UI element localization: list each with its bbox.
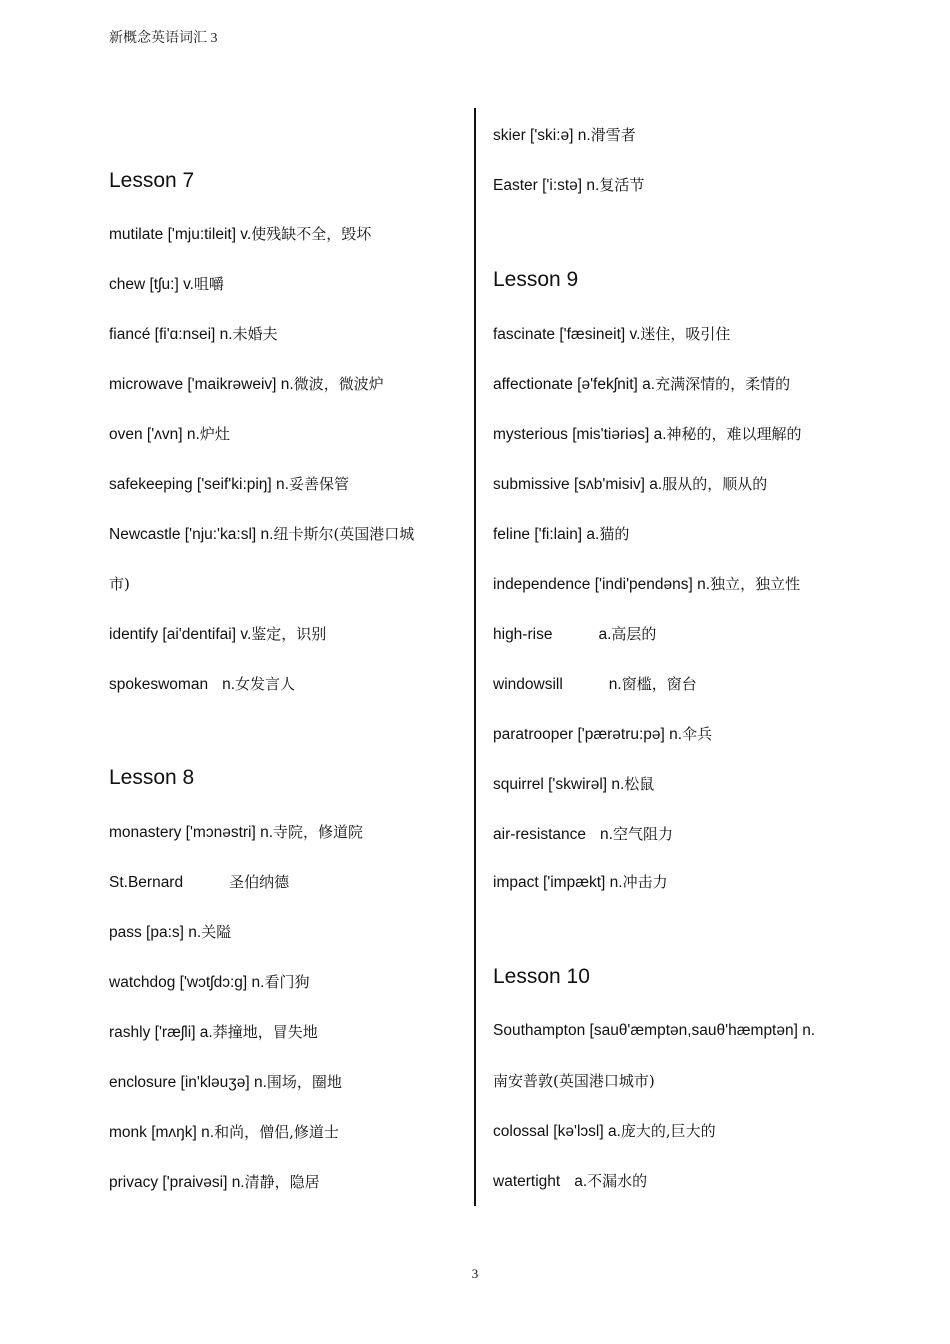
- vocab-meaning: 松鼠: [624, 775, 655, 793]
- column-divider: [474, 108, 476, 1206]
- vocab-word: submissive [sʌb'misiv] a.: [493, 476, 663, 493]
- vocab-word: pass [pa:s] n.: [109, 924, 202, 941]
- vocab-word: chew [tʃu:] v.: [109, 276, 194, 293]
- vocab-meaning: 纽卡斯尔(英国港口城: [273, 525, 415, 543]
- vocab-meaning: 服从的，顺从的: [662, 475, 768, 493]
- vocab-entry: [493, 474, 767, 495]
- vocab-meaning: 微波，微波炉: [293, 375, 384, 393]
- vocab-entry: [109, 424, 230, 445]
- vocab-meaning: 使残缺不全，毁坏: [251, 225, 372, 243]
- vocab-meaning: 高层的: [611, 625, 657, 643]
- vocab-meaning: 围场，圈地: [266, 1073, 342, 1091]
- vocab-meaning: 伞兵: [682, 725, 713, 743]
- vocab-entry: [109, 474, 349, 495]
- vocab-word: rashly ['ræʃli] a.: [109, 1024, 213, 1041]
- vocab-meaning: 滑雪者: [590, 126, 636, 144]
- vocab-entry: [109, 1172, 320, 1193]
- vocab-entry-continued: [109, 574, 130, 595]
- vocab-word: monk [mʌŋk] n.: [109, 1124, 215, 1141]
- vocab-word: mutilate ['mju:tileit] v.: [109, 226, 252, 243]
- vocab-word: paratrooper ['pærətru:pə] n.: [493, 726, 683, 743]
- vocab-entry: [493, 324, 730, 345]
- lesson-9-heading: Lesson 9: [493, 268, 579, 291]
- page-number: 3: [471, 1266, 479, 1281]
- vocab-entry: [493, 424, 802, 445]
- vocab-entry-continued: [493, 1071, 655, 1092]
- vocab-word: Newcastle ['nju:'ka:sl] n.: [109, 526, 274, 543]
- vocab-pos: n.: [222, 676, 236, 693]
- vocab-word: watertight: [493, 1173, 561, 1190]
- vocab-entry: [493, 125, 636, 146]
- vocab-entry: [109, 1072, 342, 1093]
- vocab-pos: n.: [608, 676, 622, 693]
- vocab-word: affectionate [ə'fekʃnit] a.: [493, 376, 656, 393]
- vocab-meaning: 庞大的,巨大的: [620, 1122, 716, 1140]
- vocab-meaning: 未婚夫: [232, 325, 278, 343]
- vocab-meaning: 鉴定，识别: [251, 625, 327, 643]
- vocab-meaning: 莽撞地，冒失地: [212, 1023, 318, 1041]
- vocab-meaning: 复活节: [599, 176, 645, 194]
- vocab-entry: [493, 574, 800, 595]
- vocab-meaning: 独立，独立性: [710, 575, 801, 593]
- page-header: 新概念英语词汇 3: [109, 31, 218, 46]
- vocab-entry: [109, 674, 295, 695]
- vocab-entry: [493, 524, 629, 545]
- vocab-meaning: 炉灶: [199, 425, 230, 443]
- vocab-pos: a.: [598, 626, 612, 643]
- vocab-word: colossal [kə'lɔsl] a.: [493, 1123, 621, 1140]
- vocab-word: fascinate ['fæsineit] v.: [493, 326, 641, 343]
- vocab-entry: [109, 324, 278, 345]
- vocab-word: feline ['fi:lain] a.: [493, 526, 600, 543]
- vocab-word: Easter ['i:stə] n.: [493, 177, 600, 194]
- vocab-word: spokeswoman: [109, 676, 209, 693]
- vocab-entry: [109, 1122, 339, 1143]
- vocab-meaning: 充满深情的，柔情的: [655, 375, 791, 393]
- vocab-entry: [493, 1021, 815, 1041]
- vocab-meaning: 不漏水的: [587, 1172, 648, 1190]
- vocab-entry: [493, 624, 656, 645]
- vocab-word: enclosure [in'kləuʒə] n.: [109, 1074, 267, 1091]
- vocab-meaning: 女发言人: [235, 675, 296, 693]
- lesson-8-heading: Lesson 8: [109, 766, 195, 789]
- vocab-word: skier ['ski:ə] n.: [493, 127, 591, 144]
- vocab-meaning: 看门狗: [264, 973, 310, 991]
- vocab-word: impact ['impækt] n.: [493, 874, 623, 891]
- vocab-pos: n.: [600, 826, 613, 843]
- vocab-word: watchdog ['wɔtʃdɔ:g] n.: [109, 974, 265, 991]
- vocab-word: Southampton [sauθ'æmptən,sauθ'hæmptən] n.: [493, 1022, 816, 1039]
- vocab-entry: [493, 374, 790, 395]
- lesson-10-heading: Lesson 10: [493, 965, 590, 988]
- vocab-meaning: 窗槛，窗台: [621, 675, 697, 693]
- vocab-word: microwave ['maikrəweiv] n.: [109, 376, 294, 393]
- vocab-meaning: 神秘的，难以理解的: [666, 425, 802, 443]
- vocab-entry: [109, 624, 326, 645]
- vocab-entry: [109, 524, 414, 545]
- vocab-pos: a.: [574, 1173, 588, 1190]
- vocab-entry: [493, 774, 654, 795]
- vocab-word: mysterious [mis'tiəriəs] a.: [493, 426, 667, 443]
- vocab-meaning: 圣伯纳德: [229, 873, 290, 891]
- vocab-meaning: 迷住，吸引住: [640, 325, 731, 343]
- vocab-meaning: 和尚，僧侣,修道士: [214, 1123, 339, 1141]
- vocab-meaning: 空气阻力: [612, 825, 673, 843]
- vocab-meaning: 南安普敦(英国港口城市): [493, 1072, 655, 1090]
- vocab-meaning: 市): [109, 575, 130, 593]
- vocab-entry: [493, 824, 673, 845]
- vocab-entry: [109, 274, 224, 295]
- vocab-meaning: 清静，隐居: [244, 1173, 320, 1191]
- vocab-entry: [493, 872, 668, 893]
- vocab-word: oven ['ʌvn] n.: [109, 426, 200, 443]
- vocab-entry: [493, 175, 644, 196]
- vocab-entry: [493, 1171, 647, 1192]
- vocab-entry: [109, 822, 363, 843]
- vocab-entry: [109, 374, 384, 395]
- vocab-meaning: 寺院，修道院: [273, 823, 364, 841]
- vocab-meaning: 咀嚼: [194, 275, 225, 293]
- vocab-word: monastery ['mɔnəstri] n.: [109, 824, 274, 841]
- vocab-entry: [493, 674, 697, 695]
- vocab-meaning: 妥善保管: [288, 475, 349, 493]
- vocab-word: air-resistance: [493, 826, 587, 843]
- vocab-entry: [109, 922, 231, 943]
- lesson-7-heading: Lesson 7: [109, 169, 195, 192]
- vocab-word: St.Bernard: [109, 874, 184, 891]
- vocab-meaning: 关隘: [201, 923, 232, 941]
- vocab-meaning: 冲击力: [622, 873, 668, 891]
- vocab-word: safekeeping ['seif'ki:piŋ] n.: [109, 476, 289, 493]
- vocab-word: squirrel ['skwirəl] n.: [493, 776, 625, 793]
- vocab-entry: [109, 224, 371, 245]
- vocab-entry: [109, 1022, 318, 1043]
- vocab-word: independence ['indi'pendəns] n.: [493, 576, 711, 593]
- vocab-word: identify [ai'dentifai] v.: [109, 626, 252, 643]
- vocab-word: high-rise: [493, 626, 553, 643]
- vocab-entry: [109, 872, 289, 893]
- vocab-entry: [493, 1121, 716, 1142]
- vocab-word: windowsill: [493, 676, 563, 693]
- vocab-word: fiancé [fi'ɑ:nsei] n.: [109, 326, 233, 343]
- vocab-meaning: 猫的: [599, 525, 630, 543]
- vocab-entry: [109, 972, 309, 993]
- vocab-word: privacy ['praivəsi] n.: [109, 1174, 245, 1191]
- vocab-entry: [493, 724, 712, 745]
